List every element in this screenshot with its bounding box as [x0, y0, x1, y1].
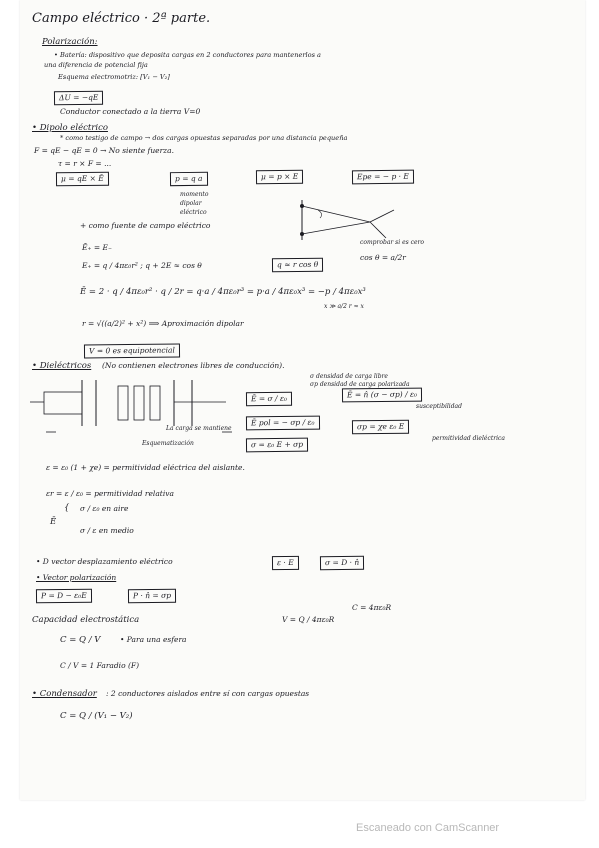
p-vector-formula-1: P = D − ε₀E [36, 589, 92, 603]
d-vector-formula-1: ε · E [272, 556, 299, 570]
dielectric-formula-1: Ē = σ / ε₀ [246, 392, 292, 406]
battery-line-2: una diferencia de potencial fija [44, 61, 148, 69]
field-symbol: Ē [50, 517, 57, 527]
sigma-polarized-note: σp densidad de carga polarizada [310, 381, 410, 388]
condenser-definition: : 2 conductores aislados entre sí con cargas opuestas [106, 689, 310, 698]
dipole-formula-3: μ = p × E [256, 170, 303, 184]
dipole-moment-note-2: dipolar [180, 200, 202, 207]
d-vector-formula-2: σ = D · n̂ [320, 556, 364, 570]
field-source-eq-1: Ē₊ = E₋ [82, 243, 112, 252]
field-source-eq-3: q ≈ r cos θ [272, 258, 323, 272]
battery-line-1: • Batería: dispositivo que deposita cargas en 2 conductores para mantenerlos a [54, 51, 321, 59]
dipole-field-equation: Ē = 2 · q / 4πε₀r² · q / 2r = q·a / 4πε₀r³ = p·a / 4πε₀x³ = −p / 4πε₀x³ [80, 287, 366, 297]
p-vector-formula-2: P · n̂ = σp [128, 589, 176, 603]
dielectric-heading: • Dieléctricos [32, 361, 92, 371]
page-title: Campo eléctrico · 2ª parte. [32, 11, 211, 26]
permittivity-equation: ε = ε₀ (1 + χe) = permitividad eléctrica del aislante. [46, 463, 245, 472]
field-condition: x ≫ a/2 r ≈ x [324, 303, 364, 310]
dielectric-formula-2: Ē = n̂ (σ − σp) / ε₀ [342, 388, 422, 402]
charge-kept-note: La carga se mantiene [166, 425, 232, 432]
sphere-potential: V = Q / 4πε₀R [282, 615, 335, 624]
dipole-torque: τ = r × F = ... [58, 159, 112, 168]
dielectric-formula-5: σp = χe ε₀ E [352, 420, 409, 434]
battery-line-3: Esquema electromotriz: [V₁ − V₂] [58, 73, 170, 81]
dipole-definition: * como testigo de campo → dos cargas opuestas separadas por una distancia pequeña [60, 134, 348, 142]
dipole-formula-1: μ = qE × Ē [56, 172, 109, 186]
radius-equation: r = √((a/2)² + x²) ⟹ Aproximación dipolar [82, 319, 244, 328]
section-polarization: Polarización: [42, 37, 98, 47]
condenser-heading: • Condensador [32, 689, 97, 699]
field-in-medium: σ / ε en medio [80, 526, 134, 535]
dipole-force: F = qE − qE = 0 → No siente fuerza. [34, 146, 174, 155]
d-vector-label: • D vector desplazamiento eléctrico [36, 557, 173, 566]
capacity-heading: Capacidad electrostática [32, 615, 140, 625]
sphere-note: • Para una esfera [120, 635, 187, 644]
equipotential-note: V = 0 es equipotencial [84, 344, 180, 358]
dipole-heading: • Dipolo eléctrico [32, 123, 108, 133]
condenser-formula: C = Q / (V₁ − V₂) [60, 711, 133, 721]
relative-permittivity: εr = ε / ε₀ = permitividad relativa [46, 489, 174, 498]
field-in-air: σ / ε₀ en aire [80, 504, 129, 513]
grounding-note: Esquematización [142, 440, 194, 447]
field-source-eq-2: E₊ = q / 4πε₀r² ; q + 2E ≈ cos θ [82, 261, 202, 270]
susceptibility-note: susceptibilidad [416, 403, 462, 410]
permittivity-note: permitividad dieléctrica [432, 435, 505, 442]
dipole-moment-note-3: eléctrico [180, 209, 207, 216]
dielectric-formula-3: Ē pol = − σp / ε₀ [246, 416, 320, 430]
sphere-capacity: C = 4πε₀R [352, 603, 392, 612]
battery-formula: ΔU = −qE [54, 91, 103, 105]
check-zero-note: comprobar si es cero [360, 239, 425, 246]
dipole-moment-note-1: momento [180, 191, 209, 198]
field-source-eq-4: cos θ = a/2r [360, 253, 406, 262]
notebook-page [20, 0, 585, 800]
scanner-watermark: Escaneado con CamScanner [356, 822, 500, 834]
dipole-formula-4: Epe = − p · E [352, 170, 414, 184]
brace: { [64, 503, 70, 513]
sigma-free-note: σ densidad de carga libre [310, 373, 388, 380]
dielectric-definition: (No contienen electrones libres de conducción). [102, 361, 285, 370]
dipole-formula-2: p = q a [170, 172, 208, 186]
farad-definition: C / V = 1 Faradio (F) [60, 661, 140, 670]
dielectric-formula-4: σ = ε₀ E + σp [246, 438, 308, 452]
capacity-formula: C = Q / V [60, 635, 101, 645]
p-vector-label: • Vector polarización [36, 573, 117, 582]
field-source-heading: + como fuente de campo eléctrico [80, 221, 211, 230]
grounded-note: Conductor conectado a la tierra V=0 [60, 107, 201, 116]
